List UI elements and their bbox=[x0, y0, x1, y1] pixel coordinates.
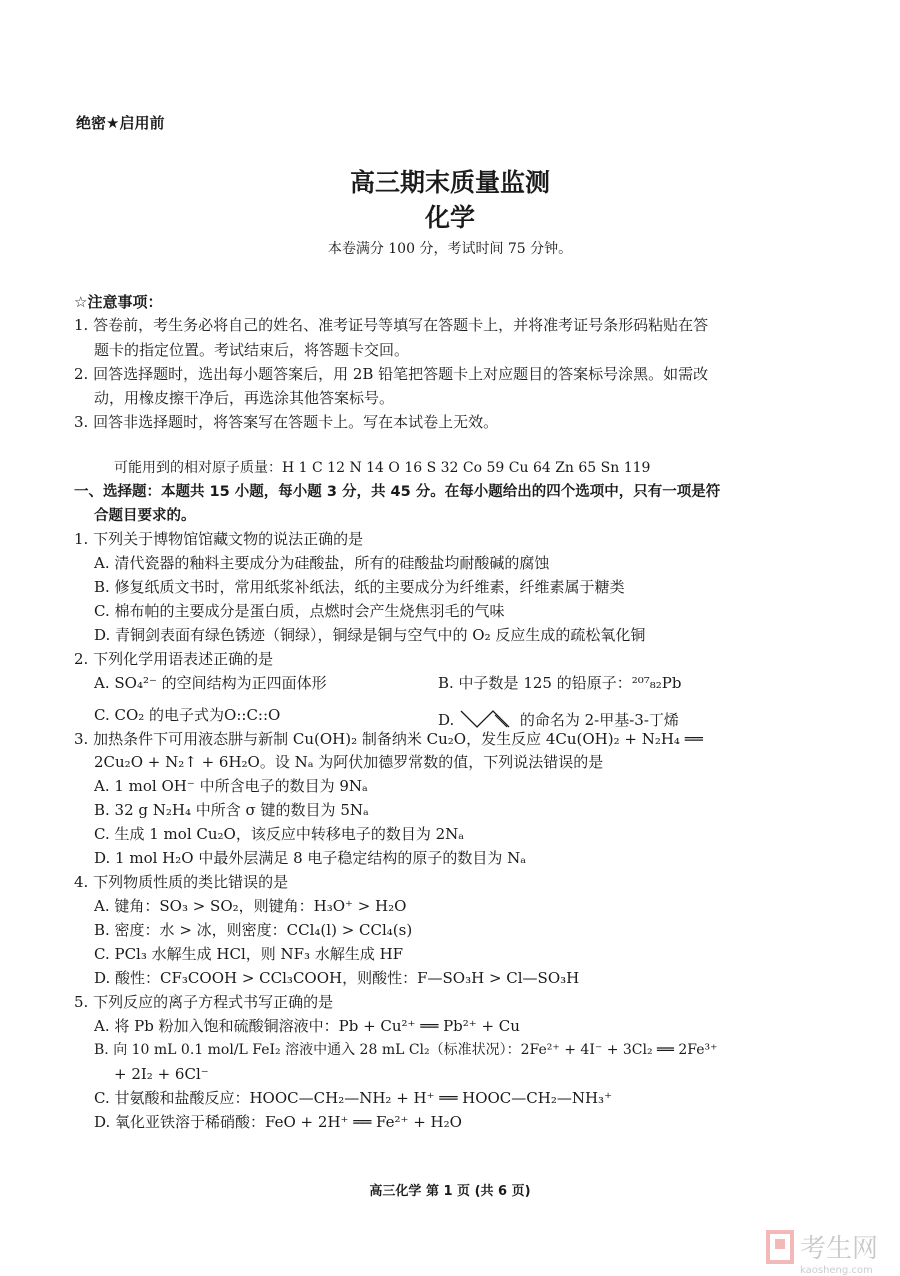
question-5-option-b: B. 向 10 mL 0.1 mol/L FeI₂ 溶液中通入 28 mL Cl₂（标准状况）：2Fe²⁺ + 4I⁻ + 3Cl₂ ══ 2Fe³⁺ bbox=[94, 1042, 718, 1058]
question-3-stem: 3. 加热条件下可用液态肼与新制 Cu(OH)₂ 制备纳米 Cu₂O，发生反应 4Cu(OH)₂ + N₂H₄ ══ bbox=[74, 730, 703, 748]
notice-item: 3. 回答非选择题时，将答案写在答题卡上。写在本试卷上无效。 bbox=[74, 413, 499, 431]
exam-info: 本卷满分 100 分，考试时间 75 分钟。 bbox=[327, 241, 573, 257]
page-title: 高三期末质量监测 bbox=[349, 168, 550, 197]
question-4-option-c: C. PCl₃ 水解生成 HCl，则 NF₃ 水解生成 HF bbox=[94, 945, 404, 963]
notice-heading: ☆注意事项： bbox=[74, 293, 163, 311]
question-5-option-c: C. 甘氨酸和盐酸反应：HOOC—CH₂—NH₂ + H⁺ ══ HOOC—CH₂—NH₃⁺ bbox=[94, 1089, 612, 1107]
question-2-option-a: A. SO₄²⁻ 的空间结构为正四面体形 bbox=[94, 674, 327, 692]
question-2-option-c: C. CO₂ 的电子式为O::C::O bbox=[94, 706, 281, 724]
question-5-option-d: D. 氧化亚铁溶于稀硝酸：FeO + 2H⁺ ══ Fe²⁺ + H₂O bbox=[94, 1113, 462, 1131]
question-5-option-b-cont: + 2I₂ + 6Cl⁻ bbox=[114, 1065, 209, 1083]
section-heading: 一、选择题：本题共 15 小题，每小题 3 分，共 45 分。在每小题给出的四个选项中，只有一项是符 bbox=[74, 484, 721, 500]
question-2-option-d bbox=[438, 705, 679, 731]
question-1-option-c: C. 棉布帕的主要成分是蛋白质，点燃时会产生烧焦羽毛的气味 bbox=[94, 602, 505, 620]
question-1-option-a: A. 清代瓷器的釉料主要成分为硅酸盐，所有的硅酸盐均耐酸碱的腐蚀 bbox=[94, 554, 550, 572]
question-3-option-c: C. 生成 1 mol Cu₂O，该反应中转移电子的数目为 2Nₐ bbox=[94, 825, 465, 843]
question-3-option-d: D. 1 mol H₂O 中最外层满足 8 电子稳定结构的原子的数目为 Nₐ bbox=[94, 849, 527, 867]
watermark-logo-icon bbox=[766, 1230, 794, 1264]
question-5-stem: 5. 下列反应的离子方程式书写正确的是 bbox=[74, 993, 334, 1011]
watermark-text: 考生网 bbox=[800, 1234, 879, 1264]
notice-item: 动，用橡皮擦干净后，再选涂其他答案标号。 bbox=[94, 389, 395, 407]
watermark-url: kaosheng.com bbox=[800, 1265, 873, 1276]
secret-mark: 绝密★启用前 bbox=[76, 114, 165, 132]
question-5-option-a: A. 将 Pb 粉加入饱和硫酸铜溶液中：Pb + Cu²⁺ ══ Pb²⁺ + Cu bbox=[94, 1017, 520, 1035]
atomic-masses: 可能用到的相对原子质量：H 1 C 12 N 14 O 16 S 32 Co 59 Cu 64 Zn 65 Sn 119 bbox=[114, 460, 651, 476]
notice-item: 2. 回答选择题时，选出每小题答案后，用 2B 铅笔把答题卡上对应题目的答案标号涂黑。如需改 bbox=[74, 365, 709, 383]
question-2-option-d-text: 的命名为 2-甲基-3-丁烯 bbox=[519, 711, 679, 729]
question-1-option-d: D. 青铜剑表面有绿色锈迹（铜绿），铜绿是铜与空气中的 O₂ 反应生成的疏松氧化铜 bbox=[94, 626, 646, 644]
question-3-stem-cont: 2Cu₂O + N₂↑ + 6H₂O。设 Nₐ 为阿伏加德罗常数的值，下列说法错误的是 bbox=[94, 753, 604, 771]
question-2-option-b: B. 中子数是 125 的铅原子：²⁰⁷₈₂Pb bbox=[438, 674, 682, 692]
question-2-option-d-label: D. bbox=[438, 711, 455, 729]
page-footer: 高三化学 第 1 页 (共 6 页) bbox=[369, 1184, 531, 1199]
question-1-option-b: B. 修复纸质文书时，常用纸浆补纸法，纸的主要成分为纤维素，纤维素属于糖类 bbox=[94, 578, 625, 596]
question-2-stem: 2. 下列化学用语表述正确的是 bbox=[74, 650, 274, 668]
skeletal-formula-diagram bbox=[459, 705, 515, 731]
section-heading-cont: 合题目要求的。 bbox=[94, 508, 196, 524]
notice-item: 题卡的指定位置。考试结束后，将答题卡交回。 bbox=[94, 341, 410, 359]
question-4-stem: 4. 下列物质性质的类比错误的是 bbox=[74, 873, 289, 891]
question-4-option-a: A. 键角：SO₃ > SO₂，则键角：H₃O⁺ > H₂O bbox=[94, 897, 407, 915]
question-4-option-b: B. 密度：水 > 冰，则密度：CCl₄(l) > CCl₄(s) bbox=[94, 921, 413, 939]
subject-title: 化学 bbox=[424, 203, 475, 232]
watermark bbox=[800, 1228, 878, 1276]
question-3-option-b: B. 32 g N₂H₄ 中所含 σ 键的数目为 5Nₐ bbox=[94, 801, 369, 819]
notice-item: 1. 答卷前，考生务必将自己的姓名、准考证号等填写在答题卡上，并将准考证号条形码粘贴在答 bbox=[74, 316, 709, 334]
question-1-stem: 1. 下列关于博物馆馆藏文物的说法正确的是 bbox=[74, 530, 364, 548]
question-3-option-a: A. 1 mol OH⁻ 中所含电子的数目为 9Nₐ bbox=[94, 777, 368, 795]
question-4-option-d: D. 酸性：CF₃COOH > CCl₃COOH，则酸性：F—SO₃H > Cl—SO₃H bbox=[94, 969, 580, 987]
